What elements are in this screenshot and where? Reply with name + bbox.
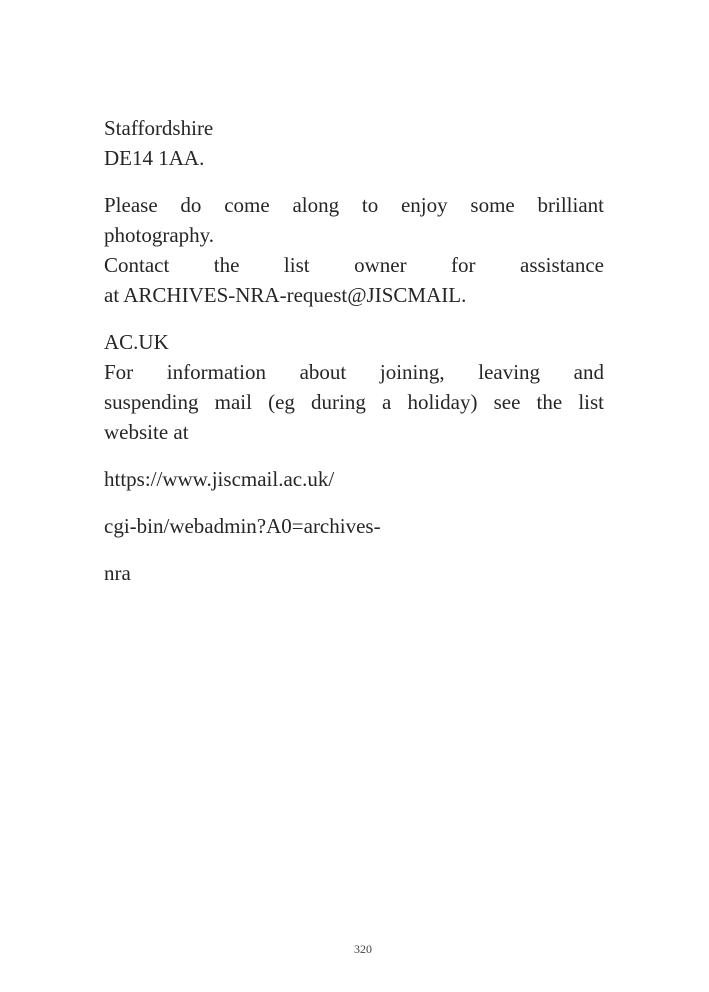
contact-email: at ARCHIVES-NRA-request@JISCMAIL. — [104, 283, 467, 307]
page-number: 320 — [354, 942, 372, 956]
info-line-2: suspending mail (eg during a holiday) see the list — [104, 390, 604, 414]
invite-line-2: photography. — [104, 223, 215, 247]
address-county: Staffordshire — [104, 116, 214, 140]
info-line-1: For information about joining, leaving and — [104, 360, 604, 384]
url-part-2: cgi-bin/webadmin?A0=archives- — [104, 514, 381, 538]
url-part-3: nra — [104, 561, 131, 585]
contact-line-1: Contact the list owner for assistance — [104, 253, 604, 277]
address-postcode: DE14 1AA. — [104, 146, 205, 170]
url-part-1: https://www.jiscmail.ac.uk/ — [104, 467, 335, 491]
domain-suffix: AC.UK — [104, 330, 169, 354]
info-line-3: website at — [104, 420, 189, 444]
invite-line-1: Please do come along to enjoy some brilliant — [104, 193, 604, 217]
body-text — [104, 113, 604, 588]
